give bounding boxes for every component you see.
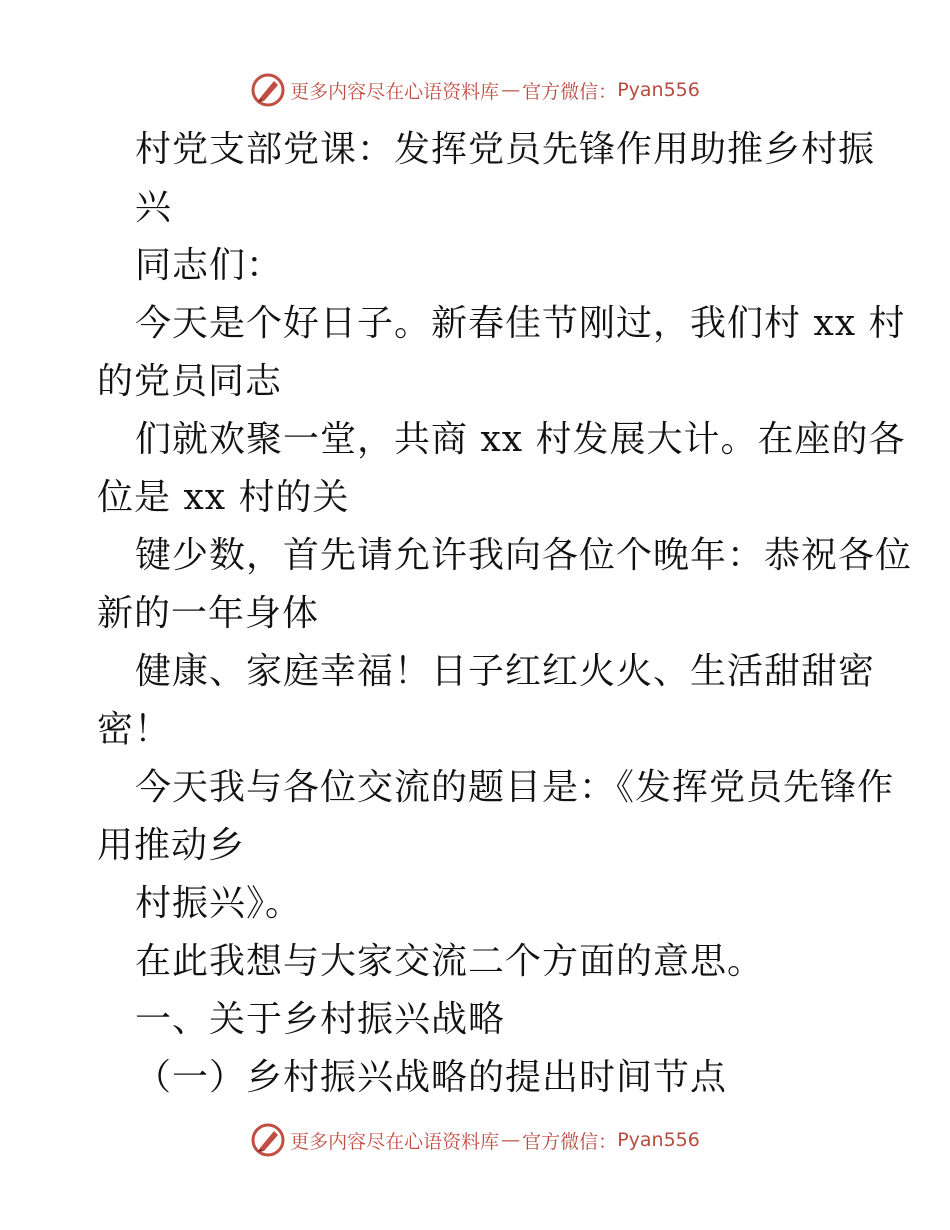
paragraph-line: 村振兴》。 (135, 883, 303, 924)
brand-text: 更多内容尽在心语资料库 (290, 1130, 500, 1153)
paragraph-line: 位是 xx 村的关 (97, 477, 350, 518)
wechat-id: Pyan556 (617, 79, 700, 101)
section-heading: 一、关于乡村振兴战略 (135, 999, 506, 1040)
paragraph-line: 们就欢聚一堂，共商 xx 村发展大计。在座的各 (135, 419, 906, 460)
document-title-line-1: 村党支部党课：发挥党员先锋作用助推乡村振 (135, 129, 876, 170)
paragraph-line: 健康、家庭幸福！日子红红火火、生活甜甜密 (135, 651, 876, 692)
paragraph-line: 今天我与各位交流的题目是：《发挥党员先锋作 (135, 767, 895, 808)
separator: — (501, 1129, 521, 1151)
salutation: 同志们： (135, 245, 284, 286)
paragraph-line: 新的一年身体 (97, 593, 320, 634)
paragraph-line: 键少数，首先请允许我向各位个晚年：恭祝各位 (135, 535, 913, 576)
pen-circle-logo-icon (250, 72, 286, 108)
pen-circle-logo-icon (250, 1122, 286, 1158)
paragraph-line: 在此我想与大家交流二个方面的意思。 (135, 941, 765, 982)
document-title-line-2: 兴 (135, 187, 173, 228)
paragraph-line: 今天是个好日子。新春佳节刚过，我们村 xx 村 (135, 303, 906, 344)
brand-text: 更多内容尽在心语资料库 (290, 80, 500, 103)
wechat-label: 官方微信： (522, 80, 618, 103)
paragraph-line: 密！ (97, 709, 172, 750)
paragraph-line: 用推动乡 (97, 825, 246, 866)
paragraph-line: 的党员同志 (97, 361, 283, 402)
separator: — (501, 79, 521, 101)
subsection-heading: （一）乡村振兴战略的提出时间节点 (135, 1057, 728, 1098)
header-watermark (0, 70, 950, 110)
footer-watermark (0, 1120, 950, 1160)
wechat-label: 官方微信： (522, 1130, 618, 1153)
wechat-id: Pyan556 (617, 1129, 700, 1151)
